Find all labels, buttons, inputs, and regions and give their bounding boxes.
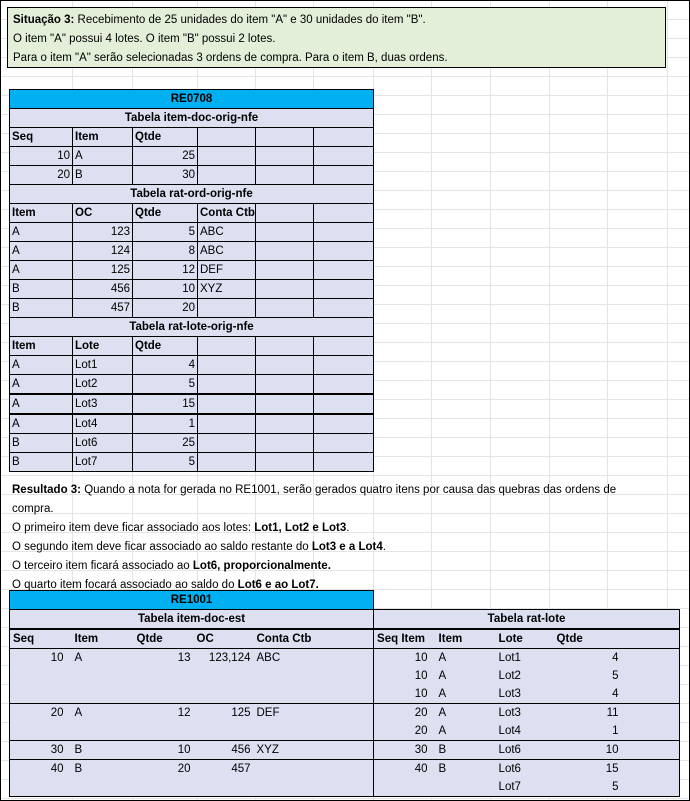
right-header: Lote (496, 629, 554, 649)
left-cell: 10 (10, 649, 72, 668)
t3-cell: A (10, 375, 73, 395)
left-cell (254, 685, 374, 704)
t1-cell: 30 (133, 166, 198, 185)
left-cell: 12 (134, 704, 194, 723)
t2-cell: A (10, 261, 73, 280)
left-cell (72, 667, 134, 685)
left-cell (10, 778, 72, 797)
left-cell: 457 (194, 760, 254, 779)
right-cell: 15 (554, 760, 622, 779)
result-line4a: O terceiro item ficará associado ao (12, 560, 193, 572)
t1-header: Item (73, 128, 133, 147)
right-cell: Lot6 (496, 760, 554, 779)
left-cell (254, 722, 374, 741)
result-line1: Quando a nota for gerada no RE1001, serão gerados quatro itens por causa das quebras das ordens de (81, 484, 617, 496)
right-cell (374, 778, 436, 797)
left-cell (194, 722, 254, 741)
right-cell: Lot7 (496, 778, 554, 797)
left-cell: 125 (194, 704, 254, 723)
situation-box (7, 7, 666, 68)
result-line2b: Lot1, Lot2 e Lot3 (254, 522, 347, 534)
re1001-row (10, 704, 680, 723)
situation-line1: Recebimento de 25 unidades do item "A" e 30 unidades do item "B". (74, 14, 426, 26)
left-cell: XYZ (254, 741, 374, 760)
right-cell: A (436, 685, 496, 704)
right-cell: 10 (374, 685, 436, 704)
left-cell (134, 778, 194, 797)
t2-cell: 5 (133, 223, 198, 242)
t2-cell (198, 299, 256, 318)
left-header: Conta Ctb (254, 629, 374, 649)
t2-cell: ABC (198, 242, 256, 261)
left-cell (194, 778, 254, 797)
result-line2a: O primeiro item deve ficar associado aos lotes: (12, 522, 255, 534)
right-cell: 20 (374, 704, 436, 723)
right-cell: Lot2 (496, 667, 554, 685)
right-cell: A (436, 722, 496, 741)
left-cell: B (72, 760, 134, 779)
right-cell: B (436, 760, 496, 779)
right-header: Seq Item (374, 629, 436, 649)
t3-cell: A (10, 356, 73, 375)
left-cell: A (72, 704, 134, 723)
left-cell: DEF (254, 704, 374, 723)
left-cell: 20 (134, 760, 194, 779)
t3-caption: Tabela rat-lote-orig-nfe (10, 318, 374, 337)
t3-header: Lote (73, 337, 133, 356)
re1001-title: RE1001 (10, 591, 374, 610)
t3-header: Qtde (133, 337, 198, 356)
left-cell (194, 685, 254, 704)
t3-cell: Lot6 (73, 434, 133, 453)
right-cell (436, 778, 496, 797)
right-cell: Lot4 (496, 722, 554, 741)
left-cell: 30 (10, 741, 72, 760)
t3-cell: Lot1 (73, 356, 133, 375)
left-header: Qtde (134, 629, 194, 649)
right-cell: 1 (554, 722, 622, 741)
t2-cell: 10 (133, 280, 198, 299)
t3-cell: A (10, 394, 73, 414)
result-line3c: . (382, 541, 386, 553)
t3-cell: Lot7 (73, 453, 133, 472)
re1001-row (10, 722, 680, 741)
t3-cell: 15 (133, 394, 198, 414)
t2-cell: 123 (73, 223, 133, 242)
t2-caption: Tabela rat-ord-orig-nfe (10, 185, 374, 204)
re1001-row (10, 685, 680, 704)
t1-cell: 20 (10, 166, 73, 185)
t2-cell: B (10, 299, 73, 318)
t1-cell: A (73, 147, 133, 166)
right-cell: 10 (374, 649, 436, 668)
left-cell: 123,124 (194, 649, 254, 668)
right-cell: 5 (554, 667, 622, 685)
result-line4b: Lot6, proporcionalmente. (192, 560, 331, 572)
right-caption: Tabela rat-lote (374, 610, 680, 630)
result-line1b: compra. (12, 503, 54, 515)
right-cell: 40 (374, 760, 436, 779)
result-line3a: O segundo item deve ficar associado ao saldo restante do (12, 541, 312, 553)
t3-cell: B (10, 453, 73, 472)
left-cell (194, 667, 254, 685)
right-cell: 5 (554, 778, 622, 797)
situation-line2: O item "A" possui 4 lotes. O item "B" possui 2 lotes. (13, 33, 276, 45)
right-cell: A (436, 704, 496, 723)
right-cell: B (436, 741, 496, 760)
t2-cell: A (10, 242, 73, 261)
left-header: Item (72, 629, 134, 649)
left-cell (254, 760, 374, 779)
left-cell: 40 (10, 760, 72, 779)
t2-cell: 125 (73, 261, 133, 280)
t2-cell: 456 (73, 280, 133, 299)
t2-cell: B (10, 280, 73, 299)
left-cell: 456 (194, 741, 254, 760)
result-line3b: Lot3 e a Lot4 (311, 541, 383, 553)
t3-cell: B (10, 434, 73, 453)
left-cell (72, 685, 134, 704)
left-cell: ABC (254, 649, 374, 668)
re0708-title: RE0708 (10, 90, 374, 109)
left-cell (134, 667, 194, 685)
t2-cell: XYZ (198, 280, 256, 299)
left-cell: 20 (10, 704, 72, 723)
re1001-row (10, 778, 680, 797)
right-cell: 20 (374, 722, 436, 741)
t2-cell: 12 (133, 261, 198, 280)
result-text (12, 481, 672, 595)
right-header: Item (436, 629, 496, 649)
t3-cell: A (10, 414, 73, 434)
t3-cell: 5 (133, 375, 198, 395)
left-cell (134, 722, 194, 741)
re1001-table (9, 590, 679, 797)
t3-cell: 25 (133, 434, 198, 453)
re1001-row (10, 667, 680, 685)
t1-cell: 10 (10, 147, 73, 166)
t2-cell: 457 (73, 299, 133, 318)
t3-header: Item (10, 337, 73, 356)
t1-cell: 25 (133, 147, 198, 166)
t2-header: Conta Ctb (198, 204, 256, 223)
right-cell: 10 (554, 741, 622, 760)
left-cell (10, 722, 72, 741)
re0708-table (9, 89, 373, 472)
right-cell: 4 (554, 649, 622, 668)
t3-cell: 1 (133, 414, 198, 434)
right-cell: A (436, 667, 496, 685)
t2-cell: 8 (133, 242, 198, 261)
t3-cell: 5 (133, 453, 198, 472)
t2-cell: ABC (198, 223, 256, 242)
left-cell (72, 722, 134, 741)
right-cell: 10 (374, 667, 436, 685)
left-cell (254, 778, 374, 797)
right-cell: Lot6 (496, 741, 554, 760)
left-cell: 10 (134, 741, 194, 760)
right-header: Qtde (554, 629, 622, 649)
situation-label: Situação 3: (13, 14, 75, 26)
t2-cell: 20 (133, 299, 198, 318)
t2-cell: DEF (198, 261, 256, 280)
right-cell: Lot3 (496, 685, 554, 704)
right-cell: Lot1 (496, 649, 554, 668)
right-cell: 11 (554, 704, 622, 723)
re1001-row (10, 649, 680, 668)
result-line5b: Lot6 e ao Lot7. (237, 579, 319, 591)
result-label: Resultado 3: (12, 484, 82, 496)
t3-cell: 4 (133, 356, 198, 375)
t1-caption: Tabela item-doc-orig-nfe (10, 109, 374, 128)
t3-cell: Lot3 (73, 394, 133, 414)
t2-cell: A (10, 223, 73, 242)
left-cell: B (72, 741, 134, 760)
right-cell: 30 (374, 741, 436, 760)
right-cell: 4 (554, 685, 622, 704)
left-header: OC (194, 629, 254, 649)
left-cell (72, 778, 134, 797)
t3-cell: Lot4 (73, 414, 133, 434)
t2-header: OC (73, 204, 133, 223)
situation-line3: Para o item "A" serão selecionadas 3 ordens de compra. Para o item B, duas ordens. (13, 52, 448, 64)
right-cell: A (436, 649, 496, 668)
t1-header: Qtde (133, 128, 198, 147)
left-cell (10, 685, 72, 704)
left-cell (134, 685, 194, 704)
left-cell: A (72, 649, 134, 668)
t1-header: Seq (10, 128, 73, 147)
left-header: Seq (10, 629, 72, 649)
left-caption: Tabela item-doc-est (10, 610, 374, 630)
t2-header: Qtde (133, 204, 198, 223)
t2-cell: 124 (73, 242, 133, 261)
left-cell (10, 667, 72, 685)
re1001-row (10, 741, 680, 760)
t3-cell: Lot2 (73, 375, 133, 395)
left-cell (254, 667, 374, 685)
left-cell: 13 (134, 649, 194, 668)
t1-cell: B (73, 166, 133, 185)
right-cell: Lot3 (496, 704, 554, 723)
result-line5a: O quarto item focará associado ao saldo do (12, 579, 238, 591)
result-line2c: . (346, 522, 350, 534)
re1001-row (10, 760, 680, 779)
t2-header: Item (10, 204, 73, 223)
